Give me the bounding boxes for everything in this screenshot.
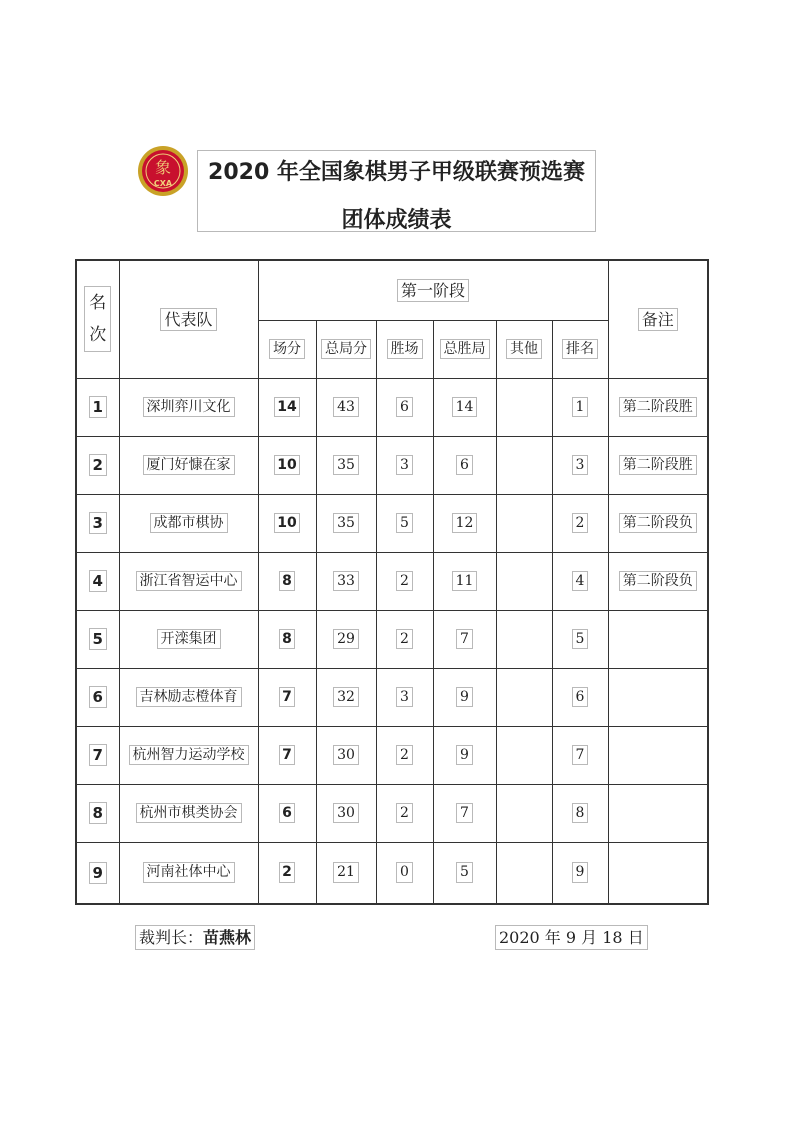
total-score-cell <box>316 378 376 436</box>
place-cell-value: 2 <box>572 513 589 534</box>
table-row <box>76 784 708 842</box>
header-stage <box>258 260 608 320</box>
team-cell-value: 杭州智力运动学校 <box>129 745 249 766</box>
cxa-logo <box>137 145 189 197</box>
wins-cell <box>376 610 433 668</box>
points-cell <box>258 610 316 668</box>
wins-cell <box>376 378 433 436</box>
wins-cell <box>376 726 433 784</box>
total-score-cell-value: 21 <box>333 862 359 883</box>
total-wins-cell-value: 9 <box>456 745 473 766</box>
team-cell-value: 浙江省智运中心 <box>136 571 242 592</box>
total-score-cell-value: 32 <box>333 687 359 708</box>
points-cell <box>258 842 316 904</box>
team-cell-value: 吉林励志橙体育 <box>136 687 242 708</box>
logo-text: CXA <box>153 179 173 188</box>
wins-cell-value: 3 <box>396 687 413 708</box>
note-cell <box>608 494 708 552</box>
subheader-cell <box>376 320 433 378</box>
wins-cell-value: 2 <box>396 571 413 592</box>
total-score-cell-value: 35 <box>333 455 359 476</box>
points-cell-value: 8 <box>279 629 295 650</box>
rank-cell <box>76 610 119 668</box>
total-wins-cell-value: 12 <box>452 513 478 534</box>
place-cell-value: 4 <box>572 571 589 592</box>
team-cell <box>119 494 258 552</box>
header-team-label: 代表队 <box>160 308 216 331</box>
total-wins-cell <box>433 494 496 552</box>
subheader-label: 总胜局 <box>440 339 490 360</box>
total-score-cell-value: 33 <box>333 571 359 592</box>
rank-cell <box>76 784 119 842</box>
table-row <box>76 668 708 726</box>
total-score-cell-value: 30 <box>333 745 359 766</box>
points-cell-value: 7 <box>279 687 295 708</box>
points-cell <box>258 784 316 842</box>
rank-cell-value: 8 <box>89 802 107 824</box>
total-wins-cell <box>433 552 496 610</box>
total-wins-cell-value: 11 <box>452 571 478 592</box>
subheader-label: 其他 <box>506 339 542 360</box>
wins-cell <box>376 494 433 552</box>
place-cell-value: 8 <box>572 803 589 824</box>
wins-cell <box>376 436 433 494</box>
wins-cell-value: 5 <box>396 513 413 534</box>
rank-cell <box>76 552 119 610</box>
rank-cell <box>76 668 119 726</box>
points-cell <box>258 494 316 552</box>
team-cell <box>119 784 258 842</box>
table-row <box>76 842 708 904</box>
wins-cell-value: 2 <box>396 803 413 824</box>
total-score-cell-value: 43 <box>333 397 359 418</box>
total-score-cell-value: 29 <box>333 629 359 650</box>
rank-cell-value: 7 <box>89 744 107 766</box>
note-cell <box>608 842 708 904</box>
total-wins-cell <box>433 726 496 784</box>
points-cell <box>258 668 316 726</box>
other-cell <box>496 552 552 610</box>
points-cell-value: 10 <box>274 455 299 476</box>
subheader-label: 场分 <box>269 339 305 360</box>
points-cell <box>258 552 316 610</box>
wins-cell <box>376 842 433 904</box>
rank-cell <box>76 436 119 494</box>
place-cell-value: 1 <box>572 397 589 418</box>
points-cell-value: 7 <box>279 745 295 766</box>
wins-cell <box>376 784 433 842</box>
total-score-cell <box>316 726 376 784</box>
points-cell-value: 6 <box>279 803 295 824</box>
note-cell <box>608 378 708 436</box>
note-cell <box>608 784 708 842</box>
note-cell <box>608 726 708 784</box>
team-cell-value: 河南社体中心 <box>143 862 235 883</box>
place-cell <box>552 552 608 610</box>
rank-cell-value: 9 <box>89 862 107 884</box>
team-cell <box>119 668 258 726</box>
total-score-cell <box>316 610 376 668</box>
other-cell <box>496 784 552 842</box>
points-cell <box>258 378 316 436</box>
rank-cell-value: 3 <box>89 512 107 534</box>
wins-cell <box>376 668 433 726</box>
points-cell <box>258 436 316 494</box>
rank-cell-value: 4 <box>89 570 107 592</box>
page-title: 2020 年全国象棋男子甲级联赛预选赛 <box>208 160 585 185</box>
note-cell-value: 第二阶段胜 <box>619 397 697 418</box>
place-cell-value: 5 <box>572 629 589 650</box>
table-row <box>76 494 708 552</box>
note-cell <box>608 610 708 668</box>
place-cell-value: 3 <box>572 455 589 476</box>
place-cell <box>552 610 608 668</box>
page-subtitle: 团体成绩表 <box>341 208 452 233</box>
total-wins-cell-value: 5 <box>456 862 473 883</box>
total-wins-cell <box>433 842 496 904</box>
team-cell <box>119 842 258 904</box>
other-cell <box>496 610 552 668</box>
total-score-cell-value: 35 <box>333 513 359 534</box>
note-cell-value: 第二阶段负 <box>619 571 697 592</box>
total-score-cell-value: 30 <box>333 803 359 824</box>
subheader-label: 胜场 <box>387 339 423 360</box>
table-row <box>76 610 708 668</box>
place-cell-value: 7 <box>572 745 589 766</box>
team-cell-value: 厦门好慷在家 <box>143 455 235 476</box>
points-cell-value: 2 <box>279 862 295 883</box>
total-score-cell <box>316 784 376 842</box>
wins-cell-value: 2 <box>396 745 413 766</box>
team-cell-value: 开滦集团 <box>157 629 221 650</box>
note-cell-value: 第二阶段负 <box>619 513 697 534</box>
table-body <box>76 378 708 904</box>
subheader-cell <box>258 320 316 378</box>
total-score-cell <box>316 494 376 552</box>
team-cell-value: 成都市棋协 <box>150 513 228 534</box>
date-label: 2020 年 9 月 18 日 <box>495 925 648 950</box>
other-cell <box>496 378 552 436</box>
place-cell <box>552 842 608 904</box>
header-stage-label: 第一阶段 <box>397 279 469 302</box>
rank-cell <box>76 378 119 436</box>
subheader-cell <box>433 320 496 378</box>
note-cell-value: 第二阶段胜 <box>619 455 697 476</box>
points-cell-value: 8 <box>279 571 295 592</box>
total-wins-cell <box>433 668 496 726</box>
total-score-cell <box>316 552 376 610</box>
note-cell <box>608 436 708 494</box>
rank-cell-value: 1 <box>89 396 107 418</box>
header-rank-label: 名次 <box>84 286 111 352</box>
wins-cell <box>376 552 433 610</box>
total-score-cell <box>316 668 376 726</box>
wins-cell-value: 6 <box>396 397 413 418</box>
header-rank <box>76 260 119 378</box>
judge-line <box>135 925 255 950</box>
rank-cell <box>76 494 119 552</box>
table-row <box>76 436 708 494</box>
title-box <box>197 150 596 232</box>
subheader-cell <box>316 320 376 378</box>
place-cell <box>552 436 608 494</box>
rank-cell-value: 6 <box>89 686 107 708</box>
team-cell <box>119 436 258 494</box>
team-cell-value: 深圳弈川文化 <box>143 397 235 418</box>
subheader-cell <box>496 320 552 378</box>
logo-mark: 象 <box>154 158 172 177</box>
total-wins-cell <box>433 436 496 494</box>
team-cell <box>119 610 258 668</box>
total-wins-cell <box>433 784 496 842</box>
other-cell <box>496 494 552 552</box>
header-row <box>76 260 708 320</box>
place-cell <box>552 494 608 552</box>
points-cell-value: 10 <box>274 513 299 534</box>
other-cell <box>496 436 552 494</box>
table-row <box>76 552 708 610</box>
other-cell <box>496 668 552 726</box>
total-wins-cell-value: 7 <box>456 629 473 650</box>
total-wins-cell-value: 9 <box>456 687 473 708</box>
total-wins-cell-value: 7 <box>456 803 473 824</box>
table-row <box>76 726 708 784</box>
wins-cell-value: 3 <box>396 455 413 476</box>
wins-cell-value: 0 <box>396 862 413 883</box>
rank-cell <box>76 842 119 904</box>
place-cell <box>552 784 608 842</box>
wins-cell-value: 2 <box>396 629 413 650</box>
header-team <box>119 260 258 378</box>
team-cell <box>119 726 258 784</box>
total-score-cell <box>316 842 376 904</box>
header-note-label: 备注 <box>638 308 678 331</box>
team-cell <box>119 378 258 436</box>
note-cell <box>608 668 708 726</box>
total-wins-cell-value: 14 <box>452 397 478 418</box>
points-cell <box>258 726 316 784</box>
place-cell <box>552 378 608 436</box>
total-wins-cell-value: 6 <box>456 455 473 476</box>
rank-cell <box>76 726 119 784</box>
note-cell <box>608 552 708 610</box>
team-cell-value: 杭州市棋类协会 <box>136 803 242 824</box>
team-cell <box>119 552 258 610</box>
total-wins-cell <box>433 378 496 436</box>
points-cell-value: 14 <box>274 397 299 418</box>
place-cell-value: 9 <box>572 862 589 883</box>
results-table <box>75 259 709 905</box>
subheader-label: 排名 <box>562 339 598 360</box>
judge-name: 苗燕林 <box>203 928 252 947</box>
subheader-label: 总局分 <box>321 339 371 360</box>
total-score-cell <box>316 436 376 494</box>
place-cell <box>552 668 608 726</box>
total-wins-cell <box>433 610 496 668</box>
header-note <box>608 260 708 378</box>
place-cell-value: 6 <box>572 687 589 708</box>
judge-label: 裁判长： <box>139 928 204 947</box>
subheader-cell <box>552 320 608 378</box>
other-cell <box>496 726 552 784</box>
rank-cell-value: 2 <box>89 454 107 476</box>
other-cell <box>496 842 552 904</box>
place-cell <box>552 726 608 784</box>
rank-cell-value: 5 <box>89 628 107 650</box>
table-row <box>76 378 708 436</box>
